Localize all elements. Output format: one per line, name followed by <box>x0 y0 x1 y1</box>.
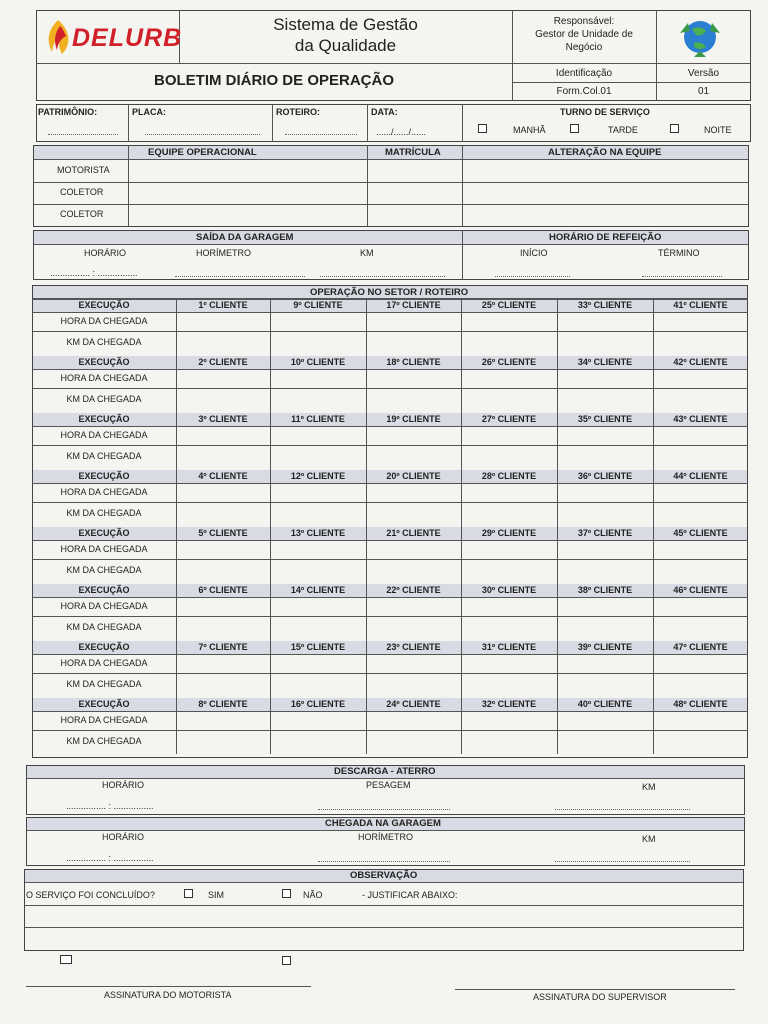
chegada-title: CHEGADA NA GARAGEM <box>325 818 441 829</box>
km-chegada-cell[interactable] <box>557 730 653 755</box>
hora-chegada-cell[interactable] <box>461 369 557 388</box>
km-chegada-cell[interactable] <box>176 331 270 356</box>
form-title: BOLETIM DIÁRIO DE OPERAÇÃO <box>153 72 394 89</box>
cliente-header: 26º CLIENTE <box>481 357 537 367</box>
hora-chegada-cell[interactable] <box>270 312 366 331</box>
cliente-header: 21º CLIENTE <box>386 528 441 538</box>
km-chegada-label: KM DA CHEGADA <box>66 622 142 632</box>
cliente-header: 15º CLIENTE <box>290 642 346 652</box>
cliente-header: 12º CLIENTE <box>290 471 346 481</box>
cliente-header: 37º CLIENTE <box>577 528 633 538</box>
hora-chegada-cell[interactable] <box>653 597 748 616</box>
hora-chegada-cell[interactable] <box>461 312 557 331</box>
hora-chegada-label: HORA DA CHEGADA <box>60 715 148 725</box>
km-chegada-cell[interactable] <box>653 331 748 356</box>
cliente-header: 4º CLIENTE <box>198 471 248 481</box>
km-chegada-label: KM DA CHEGADA <box>66 394 142 404</box>
km-chegada-cell[interactable] <box>270 502 366 527</box>
hora-chegada-cell[interactable] <box>176 540 270 559</box>
km-chegada-cell[interactable] <box>461 673 557 698</box>
cliente-header: 1º CLIENTE <box>198 300 248 310</box>
cliente-header: 44º CLIENTE <box>673 471 728 481</box>
descarga-horario-label: HORÁRIO <box>102 780 145 790</box>
km-chegada-cell[interactable] <box>557 388 653 413</box>
km-chegada-cell[interactable] <box>653 730 748 755</box>
saida-km-field[interactable] <box>320 276 445 277</box>
km-chegada-label: KM DA CHEGADA <box>66 508 142 518</box>
cliente-header: 28º CLIENTE <box>481 471 537 481</box>
km-chegada-cell[interactable] <box>366 730 461 755</box>
cliente-header: 27º CLIENTE <box>481 414 537 424</box>
exec-label: EXECUÇÃO <box>78 414 130 424</box>
km-chegada-cell[interactable] <box>653 388 748 413</box>
hora-chegada-cell[interactable] <box>270 711 366 730</box>
cliente-header: 32º CLIENTE <box>481 699 537 709</box>
hora-chegada-cell[interactable] <box>270 540 366 559</box>
identification-label: Identificação <box>555 68 613 79</box>
hora-chegada-cell[interactable] <box>270 597 366 616</box>
cliente-header: 36º CLIENTE <box>577 471 633 481</box>
km-chegada-cell[interactable] <box>176 445 270 470</box>
km-chegada-cell[interactable] <box>366 445 461 470</box>
hora-chegada-cell[interactable] <box>176 654 270 673</box>
refeicao-termino-field[interactable] <box>642 276 722 277</box>
roteiro-label: ROTEIRO: <box>276 107 320 117</box>
chegada-km-field[interactable] <box>555 861 690 862</box>
identification-value: Form.Col.01 <box>556 86 612 97</box>
chegada-horimetro-label: HORÍMETRO <box>358 832 413 842</box>
responsible-block: Responsável: Gestor de Unidade de Negócio <box>535 16 633 53</box>
hora-chegada-cell[interactable] <box>176 483 270 502</box>
exec-label: EXECUÇÃO <box>78 357 130 367</box>
km-chegada-cell[interactable] <box>653 502 748 527</box>
cliente-header: 24º CLIENTE <box>386 699 441 709</box>
turno-label: TURNO DE SERVIÇO <box>560 107 650 117</box>
hora-chegada-cell[interactable] <box>461 654 557 673</box>
system-title: Sistema de Gestão da Qualidade <box>273 15 418 55</box>
cliente-header: 42º CLIENTE <box>673 357 728 367</box>
exec-label: EXECUÇÃO <box>78 699 130 709</box>
km-chegada-cell[interactable] <box>270 445 366 470</box>
cliente-header: 47º CLIENTE <box>673 642 728 652</box>
cliente-header: 10º CLIENTE <box>290 357 346 367</box>
cliente-header: 34º CLIENTE <box>577 357 633 367</box>
hora-chegada-cell[interactable] <box>653 426 748 445</box>
roteiro-field[interactable] <box>285 134 357 135</box>
km-chegada-cell[interactable] <box>653 616 748 641</box>
km-chegada-cell[interactable] <box>176 673 270 698</box>
chegada-horario-label: HORÁRIO <box>102 832 145 842</box>
hora-chegada-cell[interactable] <box>461 711 557 730</box>
hora-chegada-label: HORA DA CHEGADA <box>60 487 148 497</box>
placa-field[interactable] <box>145 134 260 135</box>
cliente-header: 41º CLIENTE <box>673 300 728 310</box>
hora-chegada-label: HORA DA CHEGADA <box>60 316 148 326</box>
hora-chegada-cell[interactable] <box>461 483 557 502</box>
placa-label: PLACA: <box>132 107 166 117</box>
hora-chegada-label: HORA DA CHEGADA <box>60 544 148 554</box>
hora-chegada-cell[interactable] <box>557 369 653 388</box>
km-chegada-cell[interactable] <box>270 730 366 755</box>
exec-label: EXECUÇÃO <box>78 642 130 652</box>
hora-chegada-cell[interactable] <box>653 654 748 673</box>
km-chegada-cell[interactable] <box>461 559 557 584</box>
km-chegada-cell[interactable] <box>366 331 461 356</box>
km-chegada-cell[interactable] <box>176 616 270 641</box>
hora-chegada-cell[interactable] <box>366 654 461 673</box>
km-chegada-cell[interactable] <box>461 730 557 755</box>
cliente-header: 2º CLIENTE <box>198 357 248 367</box>
hora-chegada-label: HORA DA CHEGADA <box>60 430 148 440</box>
cliente-header: 19º CLIENTE <box>386 414 441 424</box>
supervisor-signature-label: ASSINATURA DO SUPERVISOR <box>533 992 667 1002</box>
version-label: Versão <box>687 68 720 79</box>
km-chegada-label: KM DA CHEGADA <box>66 451 142 461</box>
company-logo <box>44 18 183 58</box>
km-chegada-cell[interactable] <box>366 616 461 641</box>
saida-title: SAÍDA DA GARAGEM <box>196 232 294 243</box>
tarde-checkbox[interactable] <box>570 124 579 133</box>
descarga-km-field[interactable] <box>555 809 690 810</box>
hora-chegada-cell[interactable] <box>461 597 557 616</box>
cliente-header: 30º CLIENTE <box>481 585 537 595</box>
km-chegada-cell[interactable] <box>461 445 557 470</box>
cliente-header: 5º CLIENTE <box>198 528 248 538</box>
km-chegada-label: KM DA CHEGADA <box>66 736 142 746</box>
hora-chegada-cell[interactable] <box>557 540 653 559</box>
km-chegada-cell[interactable] <box>557 502 653 527</box>
hora-chegada-cell[interactable] <box>653 711 748 730</box>
saida-horario-label: HORÁRIO <box>84 248 127 258</box>
cliente-header: 22º CLIENTE <box>386 585 441 595</box>
checkbox-icon[interactable] <box>282 956 291 965</box>
km-chegada-cell[interactable] <box>653 445 748 470</box>
descarga-horario-field[interactable]: ................ : ................ <box>66 801 154 811</box>
hora-chegada-cell[interactable] <box>653 483 748 502</box>
km-chegada-label: KM DA CHEGADA <box>66 565 142 575</box>
noite-checkbox[interactable] <box>670 124 679 133</box>
exec-label: EXECUÇÃO <box>78 585 130 595</box>
data-field[interactable]: ....../....../...... <box>376 127 427 137</box>
descarga-km-label: KM <box>642 782 656 792</box>
km-chegada-cell[interactable] <box>176 502 270 527</box>
km-chegada-cell[interactable] <box>176 559 270 584</box>
km-chegada-cell[interactable] <box>557 331 653 356</box>
patrimonio-field[interactable] <box>48 134 118 135</box>
hora-chegada-cell[interactable] <box>366 711 461 730</box>
descarga-pesagem-field[interactable] <box>318 809 450 810</box>
km-chegada-cell[interactable] <box>176 730 270 755</box>
refeicao-title: HORÁRIO DE REFEIÇÃO <box>549 232 662 243</box>
refeicao-inicio-label: INÍCIO <box>520 248 548 258</box>
equipe-row-label: COLETOR <box>60 209 104 219</box>
hora-chegada-label: HORA DA CHEGADA <box>60 658 148 668</box>
cliente-header: 43º CLIENTE <box>673 414 728 424</box>
km-chegada-cell[interactable] <box>366 502 461 527</box>
saida-horimetro-label: HORÍMETRO <box>196 248 251 258</box>
cliente-header: 8º CLIENTE <box>198 699 248 709</box>
col-matricula: MATRÍCULA <box>385 147 441 158</box>
hora-chegada-cell[interactable] <box>461 426 557 445</box>
cliente-header: 6º CLIENTE <box>198 585 248 595</box>
chegada-horario-field[interactable]: ................ : ................ <box>66 853 154 863</box>
manha-checkbox[interactable] <box>478 124 487 133</box>
logo-text: DELURB <box>72 24 183 52</box>
km-chegada-cell[interactable] <box>270 673 366 698</box>
saida-horimetro-field[interactable] <box>175 276 305 277</box>
km-chegada-cell[interactable] <box>557 559 653 584</box>
cliente-header: 31º CLIENTE <box>481 642 537 652</box>
data-label: DATA: <box>371 107 398 117</box>
km-chegada-cell[interactable] <box>176 388 270 413</box>
cliente-header: 25º CLIENTE <box>481 300 537 310</box>
cliente-header: 45º CLIENTE <box>673 528 728 538</box>
recycle-globe-icon <box>670 13 730 61</box>
km-chegada-cell[interactable] <box>461 331 557 356</box>
km-chegada-cell[interactable] <box>270 559 366 584</box>
tarde-label: TARDE <box>608 125 638 135</box>
cliente-header: 29º CLIENTE <box>481 528 537 538</box>
col-equipe: EQUIPE OPERACIONAL <box>148 147 257 158</box>
nao-label: NÃO <box>303 890 323 900</box>
refeicao-termino-label: TÉRMINO <box>658 248 700 258</box>
equipe-row-label: COLETOR <box>60 187 104 197</box>
cliente-header: 18º CLIENTE <box>386 357 441 367</box>
cliente-header: 3º CLIENTE <box>198 414 248 424</box>
motorista-signature-line[interactable] <box>26 986 311 987</box>
descarga-pesagem-label: PESAGEM <box>366 780 411 790</box>
chegada-km-label: KM <box>642 834 656 844</box>
hora-chegada-cell[interactable] <box>176 312 270 331</box>
exec-label: EXECUÇÃO <box>78 300 130 310</box>
hora-chegada-cell[interactable] <box>366 312 461 331</box>
hora-chegada-cell[interactable] <box>366 369 461 388</box>
cliente-header: 17º CLIENTE <box>386 300 441 310</box>
saida-km-label: KM <box>360 248 374 258</box>
manha-label: MANHÃ <box>513 125 546 135</box>
km-chegada-cell[interactable] <box>557 616 653 641</box>
noite-label: NOITE <box>704 125 732 135</box>
hora-chegada-cell[interactable] <box>176 369 270 388</box>
hora-chegada-cell[interactable] <box>366 483 461 502</box>
km-chegada-cell[interactable] <box>366 673 461 698</box>
operacao-title: OPERAÇÃO NO SETOR / ROTEIRO <box>310 287 469 298</box>
km-chegada-cell[interactable] <box>366 559 461 584</box>
supervisor-signature-line[interactable] <box>455 989 735 990</box>
cliente-header: 33º CLIENTE <box>577 300 633 310</box>
cliente-header: 9º CLIENTE <box>293 300 343 310</box>
cliente-header: 20º CLIENTE <box>386 471 441 481</box>
hora-chegada-cell[interactable] <box>557 312 653 331</box>
flame-logo-icon <box>44 18 74 56</box>
cliente-header: 46º CLIENTE <box>673 585 728 595</box>
cliente-header: 40º CLIENTE <box>577 699 633 709</box>
hora-chegada-cell[interactable] <box>557 654 653 673</box>
hora-chegada-cell[interactable] <box>366 597 461 616</box>
hora-chegada-cell[interactable] <box>653 540 748 559</box>
km-chegada-cell[interactable] <box>653 559 748 584</box>
checkbox-icon[interactable] <box>60 955 72 964</box>
hora-chegada-cell[interactable] <box>270 426 366 445</box>
cliente-header: 13º CLIENTE <box>290 528 346 538</box>
hora-chegada-cell[interactable] <box>653 369 748 388</box>
nao-checkbox[interactable] <box>282 889 291 898</box>
hora-chegada-cell[interactable] <box>366 426 461 445</box>
km-chegada-label: KM DA CHEGADA <box>66 679 142 689</box>
hora-chegada-cell[interactable] <box>366 540 461 559</box>
hora-chegada-cell[interactable] <box>557 711 653 730</box>
km-chegada-cell[interactable] <box>270 331 366 356</box>
hora-chegada-cell[interactable] <box>270 369 366 388</box>
cliente-header: 16º CLIENTE <box>290 699 346 709</box>
cliente-header: 39º CLIENTE <box>577 642 633 652</box>
hora-chegada-cell[interactable] <box>557 483 653 502</box>
cliente-header: 48º CLIENTE <box>673 699 728 709</box>
cliente-header: 23º CLIENTE <box>386 642 441 652</box>
cliente-header: 14º CLIENTE <box>290 585 346 595</box>
km-chegada-cell[interactable] <box>557 445 653 470</box>
motorista-signature-label: ASSINATURA DO MOTORISTA <box>104 990 232 1000</box>
hora-chegada-cell[interactable] <box>557 426 653 445</box>
saida-horario-field[interactable]: ................ : ................ <box>50 268 138 278</box>
km-chegada-cell[interactable] <box>270 388 366 413</box>
km-chegada-cell[interactable] <box>461 502 557 527</box>
hora-chegada-cell[interactable] <box>461 540 557 559</box>
hora-chegada-cell[interactable] <box>270 483 366 502</box>
hora-chegada-cell[interactable] <box>176 597 270 616</box>
km-chegada-cell[interactable] <box>557 673 653 698</box>
km-chegada-cell[interactable] <box>270 616 366 641</box>
cliente-header: 38º CLIENTE <box>577 585 633 595</box>
exec-label: EXECUÇÃO <box>78 471 130 481</box>
cliente-header: 11º CLIENTE <box>291 414 345 424</box>
km-chegada-cell[interactable] <box>366 388 461 413</box>
cliente-header: 35º CLIENTE <box>577 414 633 424</box>
hora-chegada-cell[interactable] <box>653 312 748 331</box>
refeicao-inicio-field[interactable] <box>495 276 570 277</box>
patrimonio-label: PATRIMÔNIO: <box>38 107 98 117</box>
version-value: 01 <box>697 86 710 97</box>
cliente-header: 7º CLIENTE <box>198 642 248 652</box>
justificar-label: - JUSTIFICAR ABAIXO: <box>362 890 458 900</box>
col-alteracao: ALTERAÇÃO NA EQUIPE <box>548 147 662 158</box>
hora-chegada-cell[interactable] <box>176 426 270 445</box>
observacao-question: O SERVIÇO FOI CONCLUÍDO? <box>26 890 155 900</box>
hora-chegada-label: HORA DA CHEGADA <box>60 601 148 611</box>
descarga-title: DESCARGA - ATERRO <box>334 766 436 777</box>
km-chegada-cell[interactable] <box>653 673 748 698</box>
km-chegada-label: KM DA CHEGADA <box>66 337 142 347</box>
km-chegada-cell[interactable] <box>461 388 557 413</box>
hora-chegada-cell[interactable] <box>176 711 270 730</box>
recycle-logo <box>670 13 730 61</box>
hora-chegada-label: HORA DA CHEGADA <box>60 373 148 383</box>
equipe-row-label: MOTORISTA <box>57 165 110 175</box>
sim-label: SIM <box>208 890 225 900</box>
hora-chegada-cell[interactable] <box>270 654 366 673</box>
exec-label: EXECUÇÃO <box>78 528 130 538</box>
km-chegada-cell[interactable] <box>461 616 557 641</box>
chegada-horimetro-field[interactable] <box>318 861 450 862</box>
hora-chegada-cell[interactable] <box>557 597 653 616</box>
observacao-title: OBSERVAÇÃO <box>350 870 418 881</box>
sim-checkbox[interactable] <box>184 889 193 898</box>
